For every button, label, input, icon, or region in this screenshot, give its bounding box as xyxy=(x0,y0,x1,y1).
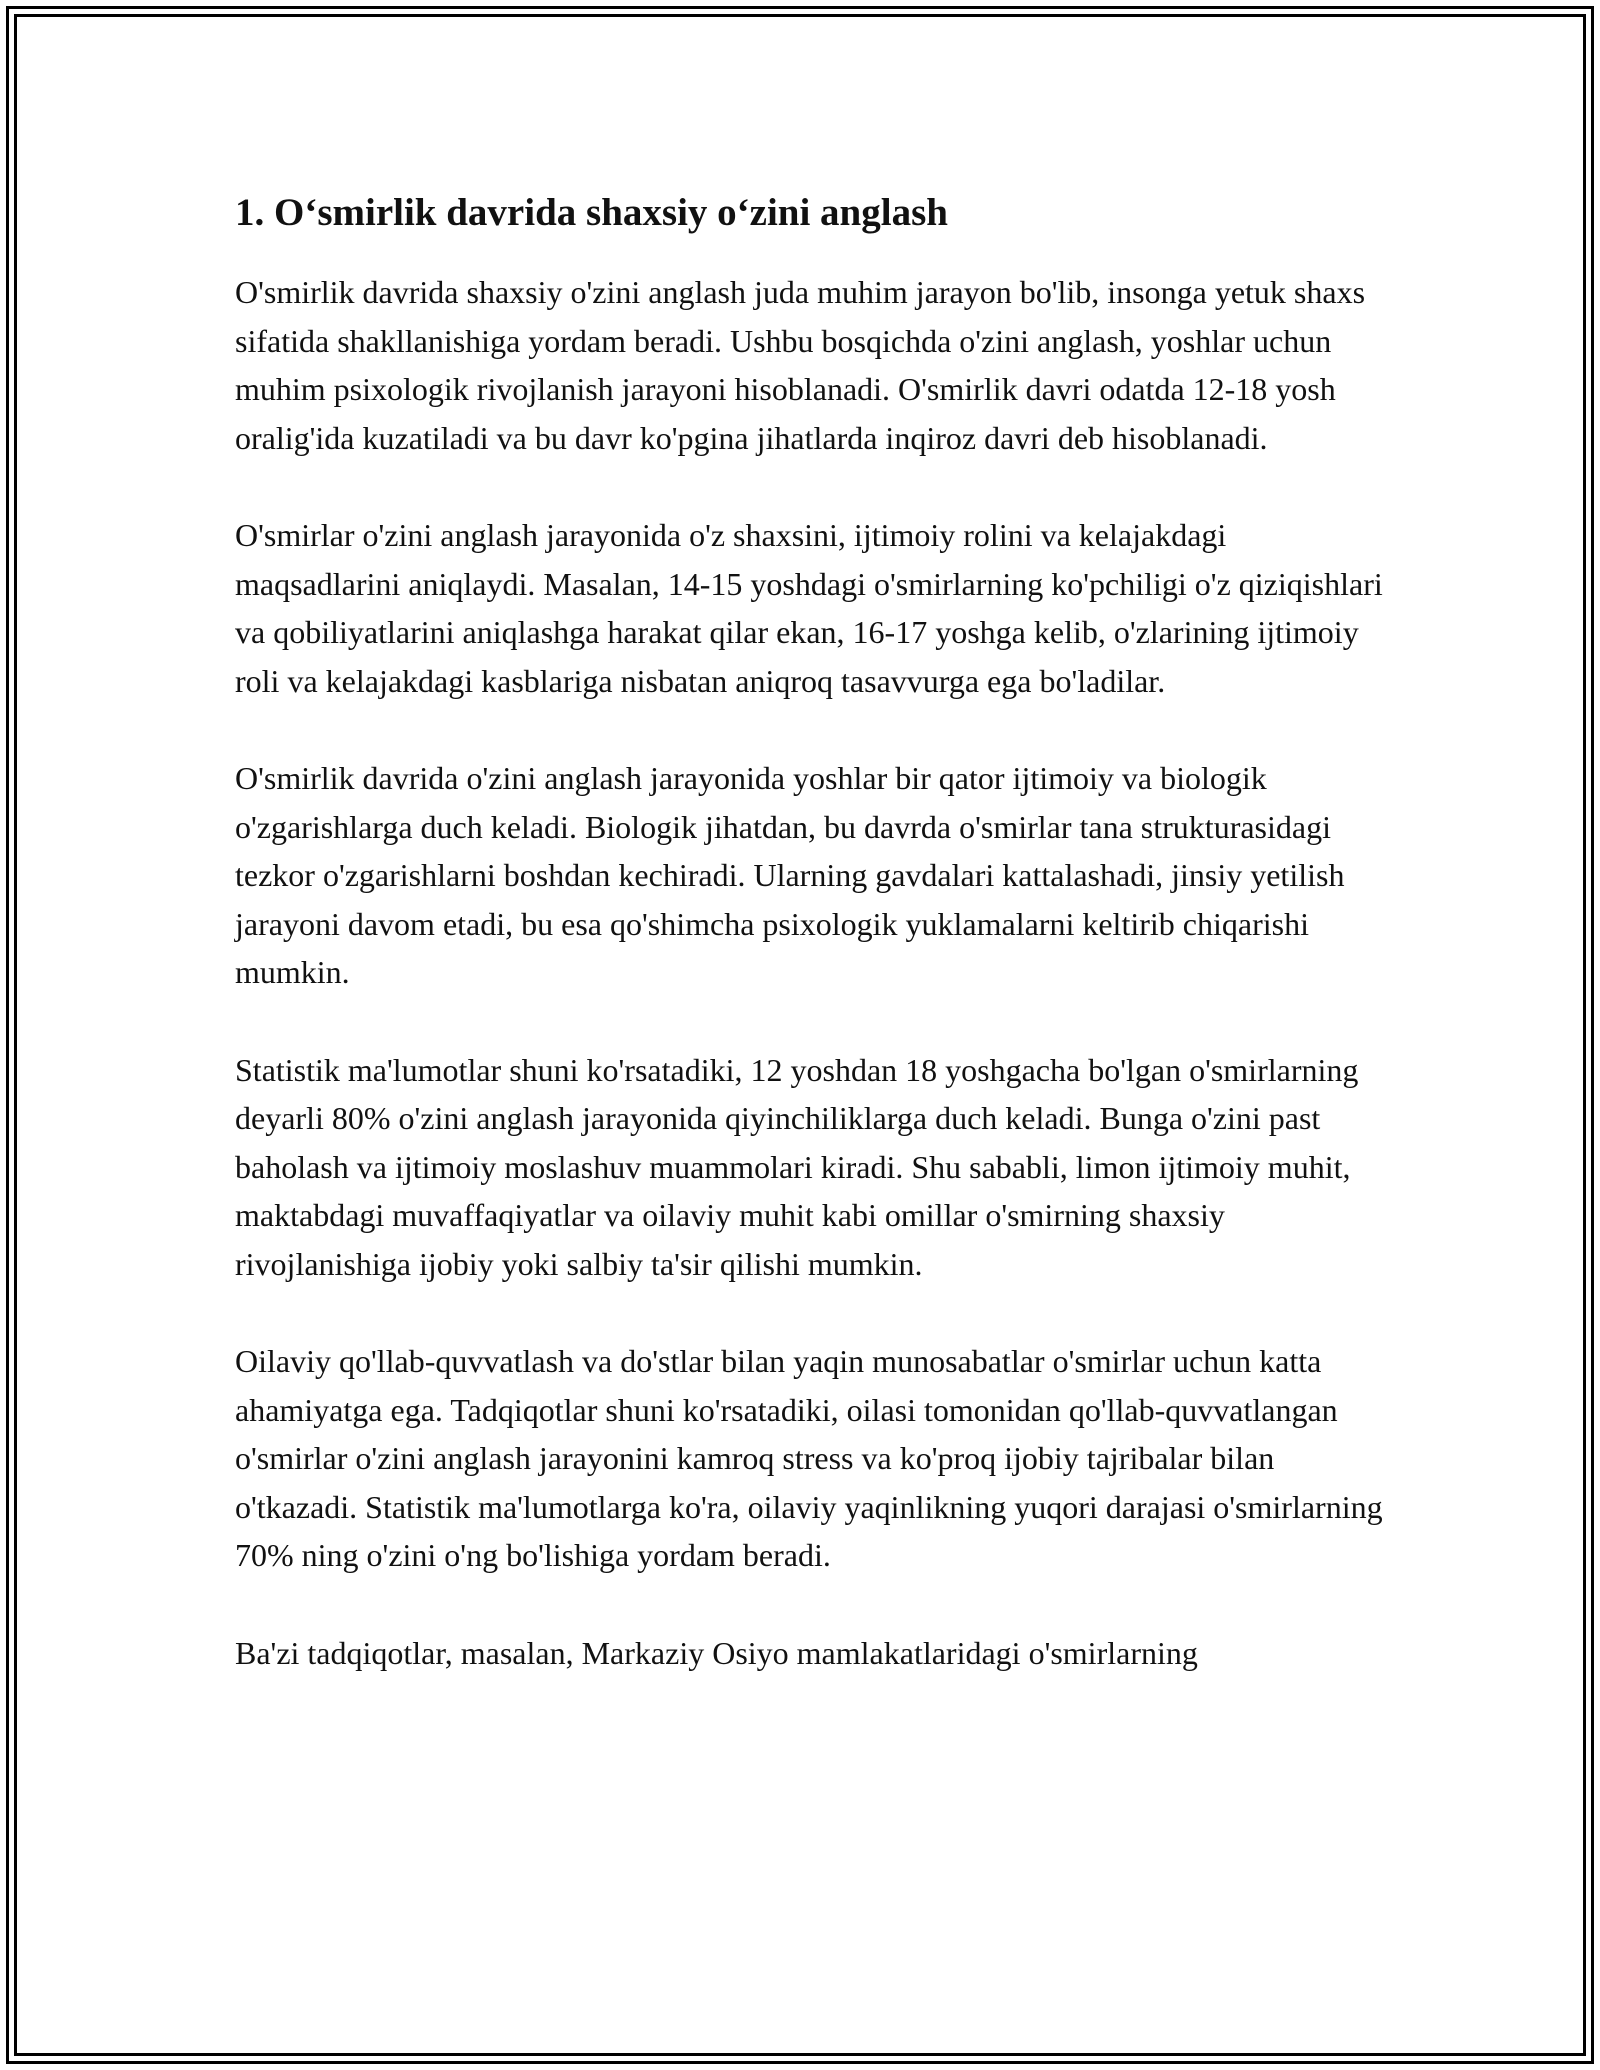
paragraph-2: O'smirlar o'zini anglash jarayonida o'z shaxsini, ijtimoiy rolini va kelajakdagi maqsadlarini aniqlaydi. Masalan, 14-15 yoshdagi o'smirlarning ko'pchiligi o'z qiziqishlari va qobiliyatlarini aniqlashga harakat qilar ekan, 16-17 yoshga kelib, o'zlarining ijtimoiy roli va kelajakdagi kasblariga nisbatan aniqroq tasavvurga ega bo'ladilar. xyxy=(235,517,1383,699)
paragraph-1: O'smirlik davrida shaxsiy o'zini anglash juda muhim jarayon bo'lib, insonga yetuk shaxs sifatida shakllanishiga yordam beradi. Ushbu bosqichda o'zini anglash, yoshlar uchun muhim psixologik rivojlanish jarayoni hisoblanadi. O'smirlik davri odatda 12-18 yosh oralig'ida kuzatiladi va bu davr ko'pgina jihatlarda inqiroz davri deb hisoblanadi. xyxy=(235,274,1366,456)
paragraph-4: Statistik ma'lumotlar shuni ko'rsatadiki, 12 yoshdan 18 yoshgacha bo'lgan o'smirlarning deyarli 80% o'zini anglash jarayonida qiyinchiliklarga duch keladi. Bunga o'zini past baholash va ijtimoiy moslashuv muammolari kiradi. Shu sababli, limon ijtimoiy muhit, maktabdagi muvaffaqiyatlar va oilaviy muhit kabi omillar o'smirning shaxsiy rivojlanishiga ijobiy yoki salbiy ta'sir qilishi mumkin. xyxy=(235,1051,1359,1282)
section-heading: 1. O‘smirlik davrida shaxsiy o‘zini anglash xyxy=(235,191,948,234)
document-page xyxy=(235,180,1385,1726)
paragraph-3: O'smirlik davrida o'zini anglash jarayonida yoshlar bir qator ijtimoiy va biologik o'zgarishlarga duch keladi. Biologik jihatdan, bu davrda o'smirlar tana strukturasidagi tezkor o'zgarishlarni boshdan kechiradi. Ularning gavdalari kattalashadi, jinsiy yetilish jarayoni davom etadi, bu esa qo'shimcha psixologik yuklamalarni keltirib chiqarishi mumkin. xyxy=(235,760,1345,990)
paragraph-6: Ba'zi tadqiqotlar, masalan, Markaziy Osiyo mamlakatlaridagi o'smirlarning xyxy=(235,1634,1198,1671)
paragraph-5: Oilaviy qo'llab-quvvatlash va do'stlar bilan yaqin munosabatlar o'smirlar uchun katta ahamiyatga ega. Tadqiqotlar shuni ko'rsatadiki, oilasi tomonidan qo'llab-quvvatlangan o'smirlar o'zini anglash jarayonini kamroq stress va ko'proq ijobiy tajribalar bilan o'tkazadi. Statistik ma'lumotlarga ko'ra, oilaviy yaqinlikning yuqori darajasi o'smirlarning 70% ning o'zini o'ng bo'lishiga yordam beradi. xyxy=(235,1343,1383,1573)
